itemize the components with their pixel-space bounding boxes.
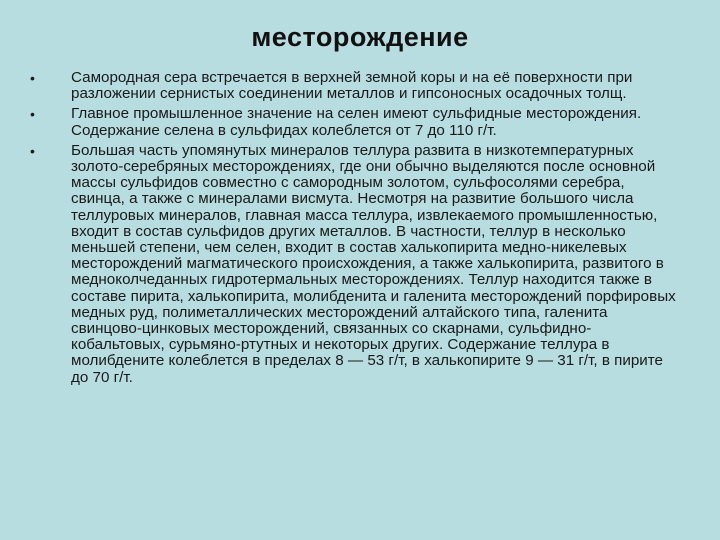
bullet-list — [30, 70, 680, 390]
bullet-dot-icon: • — [30, 142, 35, 159]
bullet-item-3 — [30, 143, 680, 386]
bullet-item-1 — [30, 70, 680, 102]
bullet-item-2 — [30, 106, 680, 138]
bullet-text: Главное промышленное значение на селен имеют сульфидные месторождения. Содержание селена в сульфидах колеблется от 7 до 110 г/т. — [71, 105, 642, 139]
bullet-dot-icon: • — [30, 106, 35, 123]
bullet-text: Самородная сера встречается в верхней земной коры и на её поверхности при разложении сернистых соединении металлов и гипсоносных осадочных толщ. — [71, 69, 633, 103]
bullet-dot-icon: • — [30, 70, 35, 86]
bullet-text: Большая часть упомянутых минералов теллура развита в низкотемпературных золото-серебряных месторождениях, где они обычно выделяются после основной массы сульфидов совместно с самородным золотом, сульфосолями серебра, свинца, а также с минералами висмута. Несмотря на развитие большого числа теллуровых минералов, главная масса теллура, извлекаемого промышленностью, входит в состав сульфидов других металлов. В частности, теллур в несколько меньшей степени, чем селен, входит в состав халькопирита медно-никелевых месторождений магматического происхождения, а также халькопирита, развитого в медноколчеданных гидротермальных месторождениях. Теллур находится также в составе пирита, халькопирита, молибденита и галенита месторождений порфировых медных руд, полиметаллических месторождений алтайского типа, галенита свинцово-цинковых месторождений, связанных со скарнами, сульфидно-кобальтовых, сурьмяно-ртутных и некоторых других. Содержание теллура в молибдените колеблется в пределах 8 — 53 г/т, в халькопирите 9 — 31 г/т, в пирите до 70 г/т. — [71, 141, 676, 386]
slide-title: месторождение — [251, 22, 469, 52]
